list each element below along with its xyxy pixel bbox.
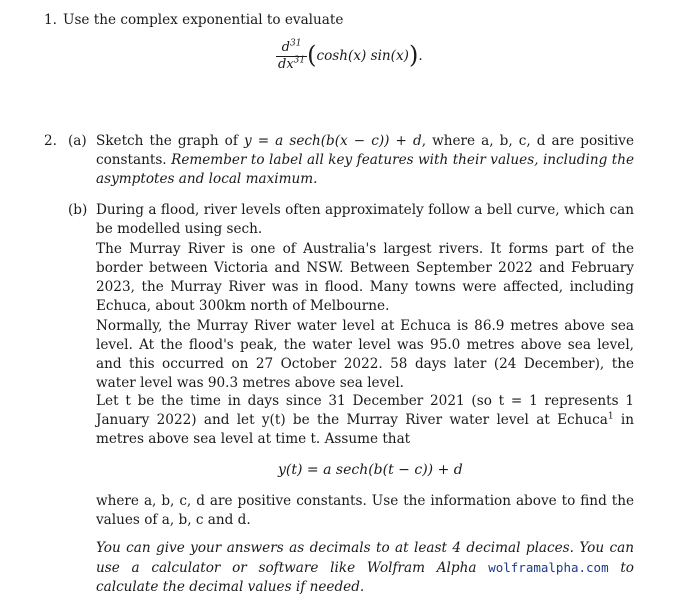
q2b-p4-a: Let t be the time in days since 31 December 2021 (so t = 1 represents 1 January 2022) and let y(t) be the Murray River water level at Echuca	[96, 393, 634, 428]
q2b-p6-b: to calculate the decimal values if needed.	[96, 560, 634, 595]
wolfram-link[interactable]: wolframalpha.com	[488, 560, 609, 575]
q2b-equation: y(t) = a sech(b(t − c)) + d	[278, 462, 463, 478]
q1-derivative-fraction	[276, 40, 307, 73]
q2b-p3: Normally, the Murray River water level at Echuca is 86.9 metres above sea level. At the flood's peak, the water level was 95.0 metres above sea level, and this occurred on 27 October 2022. 58 days later (24 December), the water level was 90.3 metres above sea level.	[96, 318, 634, 391]
q2a-line1-pre: Sketch the graph of	[96, 133, 244, 149]
q2a-label: (a)	[68, 133, 87, 149]
q2b-p4	[96, 392, 634, 449]
q2b-p2: The Murray River is one of Australia's largest rivers. It forms part of the border between Victoria and NSW. Between September 2022 and February 2023, the Murray River was in flood. Many towns were affected, including Echuca, about 300km north of Melbourne.	[96, 241, 634, 314]
q1-formula: $\frac{d^{31}}{dx^{31}}$ (cosh(x) sin(x)).	[278, 38, 423, 72]
q1-den-dx: dx	[278, 57, 294, 72]
q1-number: 1.	[44, 12, 57, 28]
q1-formula-tail: .	[418, 48, 423, 64]
q2b-p4-b: in metres above sea level at time t. Assume that	[96, 412, 634, 447]
q2b-p6	[96, 539, 634, 597]
q2a-text	[96, 132, 634, 189]
q2b-label: (b)	[68, 202, 88, 218]
q2b-p6-a: You can give your answers as decimals to at least 4 decimal places. You can use a calculator or software like Wolfram Alpha	[96, 540, 634, 576]
q1-num-exp: 31	[289, 38, 302, 49]
q2a-line1-post: , where a, b, c, d are positive constants.	[96, 133, 634, 168]
q1-intro: Use the complex exponential to evaluate	[63, 12, 344, 28]
q2b-footnote-mark: 1	[607, 411, 614, 422]
q1-formula-body: cosh(x) sin(x)	[316, 48, 409, 64]
q2b-p1: During a flood, river levels often approximately follow a bell curve, which can be modelled using sech.	[96, 202, 634, 237]
q1-den-exp: 31	[293, 55, 306, 66]
q2a-line1-math: y = a sech(b(x − c)) + d	[243, 133, 422, 149]
q1-num-d: d	[281, 40, 290, 55]
q2-number: 2.	[44, 133, 57, 149]
q2b-p5: where a, b, c, d are positive constants. Use the information above to find the values of a, b, c and d.	[96, 493, 634, 528]
q2a-instruction: Remember to label all key features with their values, including the asymptotes and local maximum.	[96, 152, 635, 187]
